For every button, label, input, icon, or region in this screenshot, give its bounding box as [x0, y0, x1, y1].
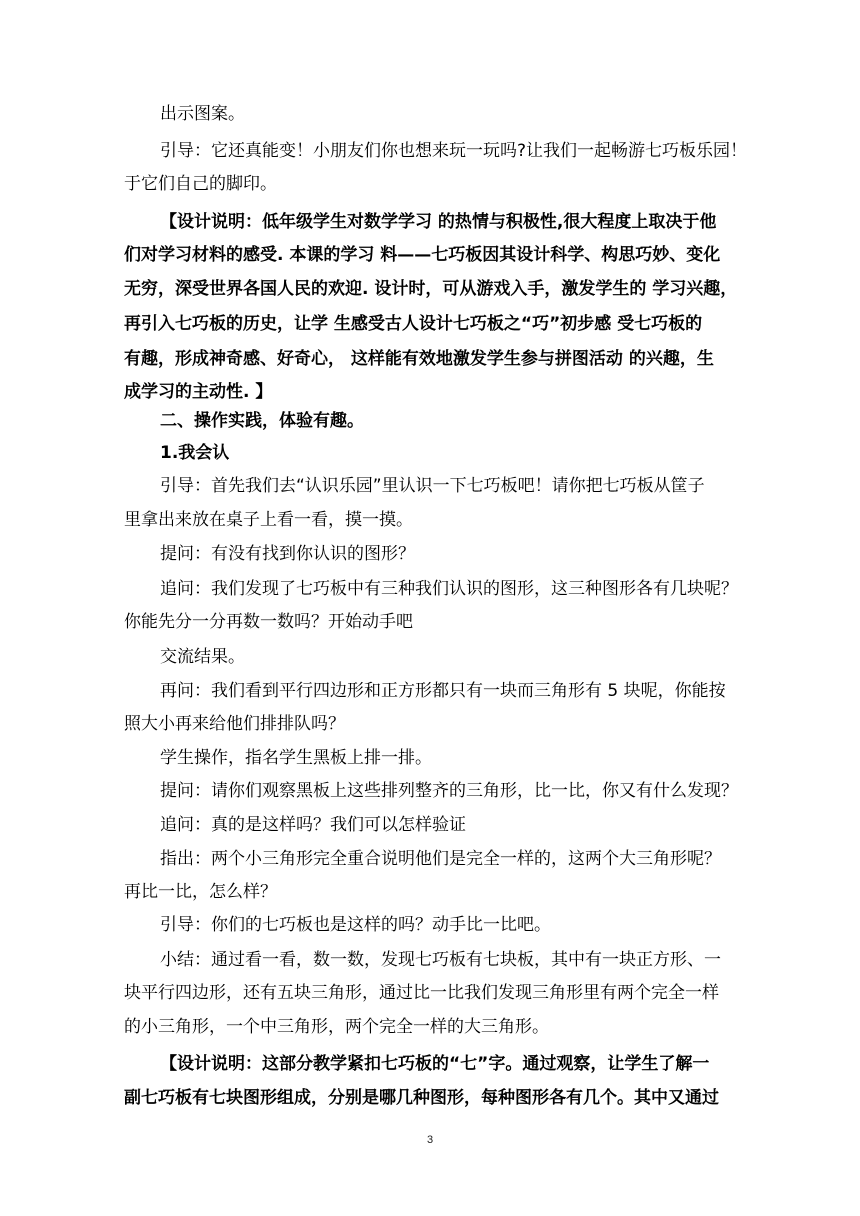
text-line: 引导：首先我们去“认识乐园”里认识一下七巧板吧！请你把七巧板从筐子 — [160, 476, 705, 496]
text-line: 追问：真的是这样吗？我们可以怎样验证 — [160, 815, 466, 835]
bold-text-line: 们对学习材料的感受. 本课的学习 料——七巧板因其设计科学、构思巧妙、变化 — [124, 245, 721, 265]
text-line: 追问：我们发现了七巧板中有三种我们认识的图形，这三种图形各有几块呢？ — [160, 579, 738, 599]
bold-text-line: 【设计说明：这部分教学紧扣七巧板的“七”字。通过观察，让学生了解一 — [160, 1054, 710, 1074]
bold-text-line: 二、操作实践，体验有趣。 — [160, 411, 364, 431]
bold-text-line: 成学习的主动性. 】 — [124, 382, 273, 402]
bold-text-line: 无穷，深受世界各国人民的欢迎. 设计时，可从游戏入手，激发学生的 学习兴趣， — [124, 279, 738, 299]
text-line: 出示图案。 — [160, 104, 245, 124]
text-line: 引导：它还真能变！小朋友们你也想来玩一玩吗?让我们一起畅游七巧板乐园！ — [160, 141, 748, 161]
text-line: 再比一比，怎么样？ — [124, 882, 277, 902]
text-line: 于它们自己的脚印。 — [124, 174, 277, 194]
page-number: 3 — [426, 1134, 434, 1146]
text-line: 指出：两个小三角形完全重合说明他们是完全一样的，这两个大三角形呢？ — [160, 849, 721, 869]
text-line: 引导：你们的七巧板也是这样的吗？动手比一比吧。 — [160, 915, 551, 935]
text-line: 小结：通过看一看，数一数，发现七巧板有七块板，其中有一块正方形、一 — [160, 950, 721, 970]
text-line: 块平行四边形，还有五块三角形，通过比一比我们发现三角形里有两个完全一样 — [124, 983, 719, 1003]
bold-text-line: 【设计说明：低年级学生对数学学习 的热情与积极性,很大程度上取决于他 — [160, 212, 717, 232]
text-line: 提问：有没有找到你认识的图形？ — [160, 544, 415, 564]
bold-text-line: 副七巧板有七块图形组成，分别是哪几种图形，每种图形各有几个。其中又通过 — [124, 1088, 719, 1108]
bold-text-line: 有趣，形成神奇感、好奇心， 这样能有效地激发学生参与拼图活动 的兴趣，生 — [124, 349, 714, 369]
text-line: 里拿出来放在桌子上看一看，摸一摸。 — [124, 510, 413, 530]
text-line: 你能先分一分再数一数吗？开始动手吧 — [124, 612, 413, 632]
text-line: 学生操作，指名学生黑板上排一排。 — [160, 748, 432, 768]
text-line: 提问：请你们观察黑板上这些排列整齐的三角形，比一比，你又有什么发现？ — [160, 781, 738, 801]
text-line: 交流结果。 — [160, 647, 245, 667]
text-line: 照大小再来给他们排排队吗？ — [124, 714, 345, 734]
bold-text-line: 再引入七巧板的历史，让学 生感受古人设计七巧板之“巧”初步感 受七巧板的 — [124, 314, 703, 334]
text-line: 再问：我们看到平行四边形和正方形都只有一块而三角形有 5 块呢，你能按 — [160, 681, 726, 701]
text-line: 的小三角形，一个中三角形，两个完全一样的大三角形。 — [124, 1017, 549, 1037]
bold-text-line: 1.我会认 — [160, 443, 230, 463]
